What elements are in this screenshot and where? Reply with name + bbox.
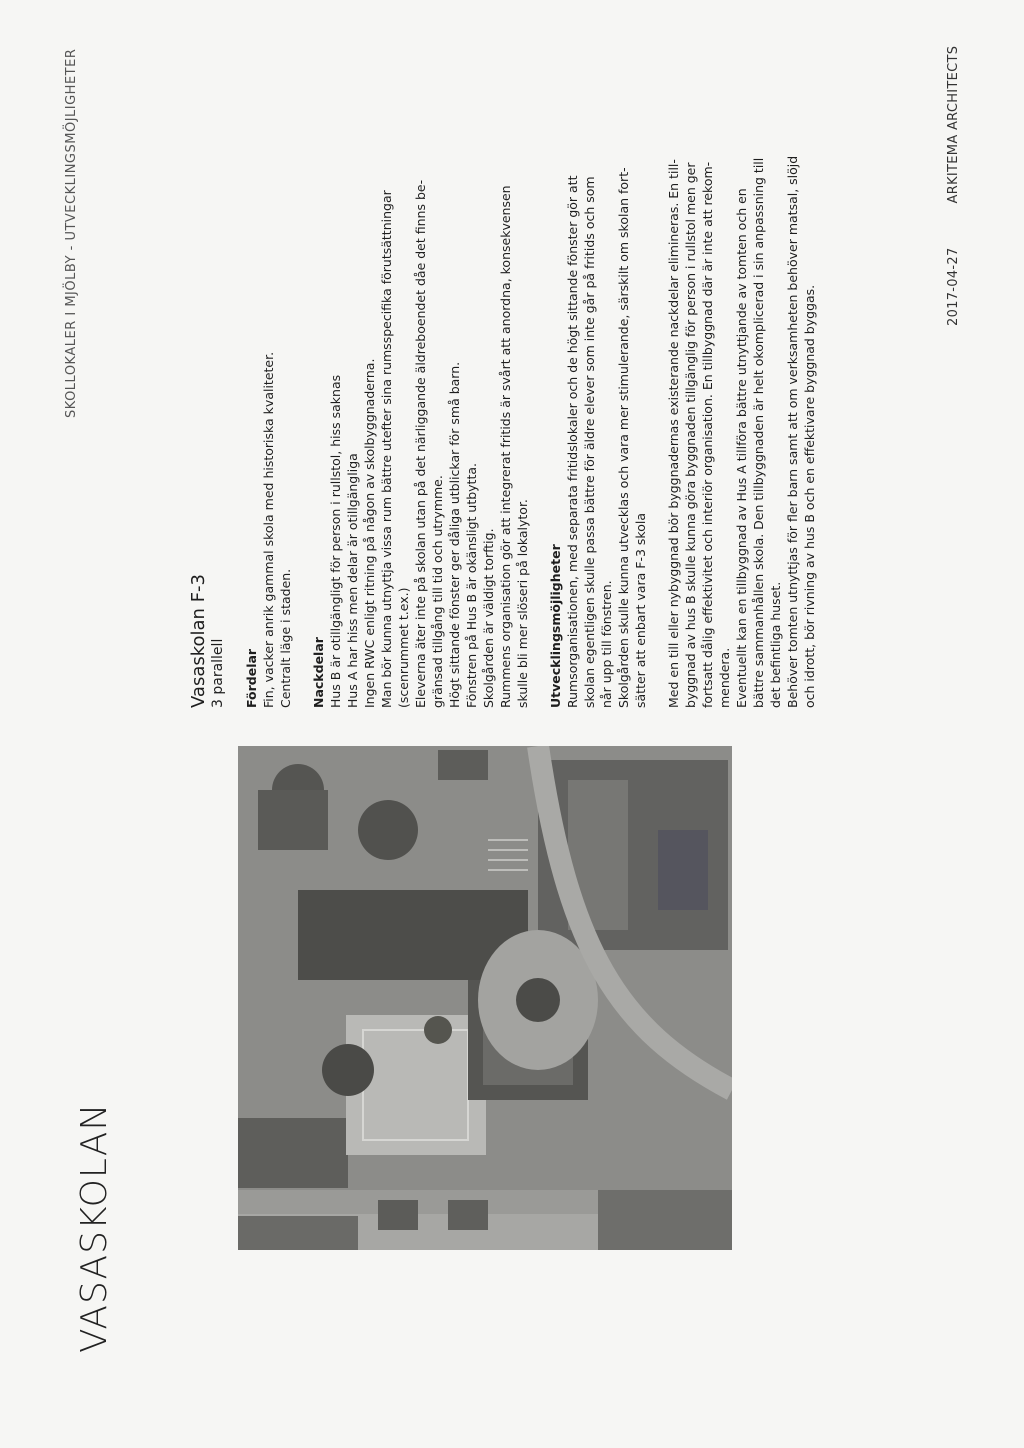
nackdelar-heading: Nackdelar xyxy=(311,637,326,708)
tillbyggnad-line: bättre sammanhållen skola. Den tillbyggnaden är helt okomplicerad i sin anpassning till xyxy=(751,157,766,708)
nackdelar-line: Hus A har hiss men delar är otillgängliga xyxy=(345,453,360,708)
tillbyggnad-line: och idrott, bör rivning av hus B och en effektivare byggnad byggas. xyxy=(802,284,817,708)
utveckling-line: skolan egentligen skulle passa bättre för äldre elever som inte går på fritids och som xyxy=(582,176,597,708)
company-name: ARKITEMA ARCHITECTS xyxy=(946,45,961,204)
tillbyggnad-line: mendera. xyxy=(717,647,732,708)
utveckling-line: sätter att enbart vara F-3 skola xyxy=(633,513,648,708)
tillbyggnad-line: Eventuellt kan en tillbyggnad av Hus A tillföra bättre utnyttjande av tomten och en xyxy=(734,188,749,708)
document-date: 2017-04-27 xyxy=(946,247,961,326)
nackdelar-line: gränsad tillgång till tid och utrymme. xyxy=(430,475,445,708)
side-title: VASASKOLAN xyxy=(74,1102,115,1353)
utveckling-heading: Utvecklingsmöjligheter xyxy=(548,544,563,708)
nackdelar-section xyxy=(310,8,531,708)
utveckling-line: når upp till fönstren. xyxy=(599,580,614,708)
nackdelar-line: Rummens organisation gör att integrerat fritids är svårt att anordna, konsekvensen xyxy=(498,185,513,708)
tillbyggnad-section xyxy=(665,8,818,708)
nackdelar-line: skulle bli mer slöseri på lokalytor. xyxy=(515,499,530,708)
nackdelar-line: (scenrummet t.ex.) xyxy=(396,587,411,708)
aerial-photo xyxy=(238,746,732,1250)
aerial-photo-image xyxy=(238,746,732,1250)
text-column xyxy=(188,8,834,708)
school-subtitle: 3 parallell xyxy=(210,638,226,708)
fordelar-line: Fin, vacker anrik gammal skola med historiska kvaliteter. xyxy=(261,351,276,708)
fordelar-section xyxy=(243,8,294,708)
fordelar-line: Centralt läge i staden. xyxy=(278,568,293,708)
tillbyggnad-line: det befintliga huset. xyxy=(768,581,783,708)
fordelar-heading: Fördelar xyxy=(244,648,259,708)
tillbyggnad-line: Med en till eller nybyggnad bör byggnadernas existerande nackdelar elimineras. En till- xyxy=(666,159,681,708)
tillbyggnad-line: Behöver tomten utnyttjas för fler barn samt att om verksamheten behöver matsal, slöjd xyxy=(785,155,800,708)
nackdelar-line: Skolgården är väldigt torftig. xyxy=(481,528,496,708)
utveckling-line: Skolgården skulle kunna utvecklas och vara mer stimulerande, särskilt om skolan fort- xyxy=(616,167,631,708)
nackdelar-line: Man bör kunna utnyttja vissa rum bättre utefter sina rumsspecifika förutsättningar xyxy=(379,190,394,708)
nackdelar-line: Ingen RWC enligt ritning på någon av skolbyggnaderna. xyxy=(362,358,377,708)
document-header: SKOLLOKALER I MJÖLBY - UTVECKLINGSMÖJLIGHETER xyxy=(64,48,79,418)
nackdelar-line: Eleverna äter inte på skolan utan på det närliggande äldreboendet dåe det finns be- xyxy=(413,179,428,708)
school-title: Vasaskolan F-3 xyxy=(188,574,209,708)
utveckling-line: Rumsorganisationen, med separata fritidslokaler och de högt sittande fönster gör att xyxy=(565,175,580,708)
utveckling-section xyxy=(547,8,649,708)
nackdelar-line: Hus B är otillgängligt för person i rullstol, hiss saknas xyxy=(328,374,343,708)
nackdelar-line: Högt sittande fönster ger dåliga utblickar för små barn. xyxy=(447,361,462,708)
tillbyggnad-line: fortsatt dålig effektivitet och interiör organisation. En tillbyggnad där är inte att rekom- xyxy=(700,161,715,708)
nackdelar-line: Fönstren på Hus B är okänsligt utbytta. xyxy=(464,463,479,708)
tillbyggnad-line: byggnad av hus B skulle kunna göra byggnaden tillgänglig för person i rullstol men ger xyxy=(683,162,698,708)
document-footer xyxy=(946,46,961,326)
